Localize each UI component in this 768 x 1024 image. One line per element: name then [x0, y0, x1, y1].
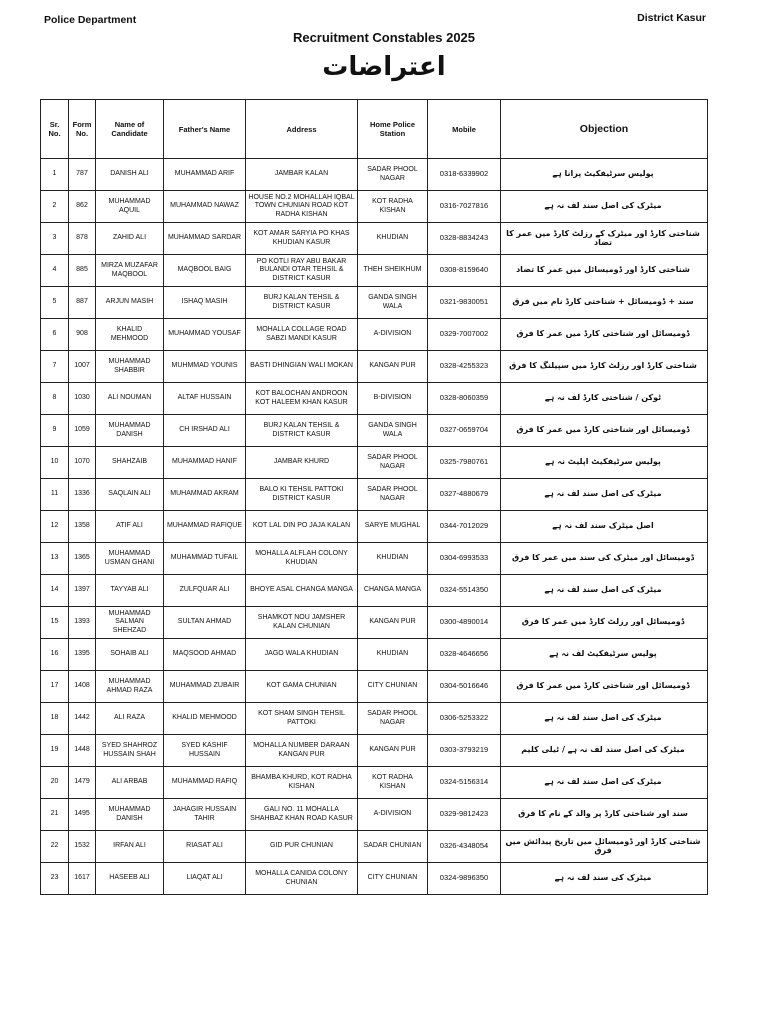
candidate-name-cell: SOHAIB ALI [96, 639, 164, 671]
form-no-cell: 1358 [69, 511, 96, 543]
mobile-cell: 0326-4348054 [428, 831, 501, 863]
form-no-cell: 1336 [69, 479, 96, 511]
father-name-cell: LIAQAT ALI [164, 863, 246, 895]
father-name-cell: MAQBOOL BAIG [164, 255, 246, 287]
police-station-cell: SARYE MUGHAL [358, 511, 428, 543]
candidate-name-cell: IRFAN ALI [96, 831, 164, 863]
form-no-cell: 1397 [69, 575, 96, 607]
form-no-cell: 885 [69, 255, 96, 287]
address-cell: MOHALLA NUMBER DARAAN KANGAN PUR [246, 735, 358, 767]
father-name-cell: MUHAMMAD TUFAIL [164, 543, 246, 575]
sr-cell: 18 [41, 703, 69, 735]
sr-cell: 8 [41, 383, 69, 415]
mobile-cell: 0308-8159640 [428, 255, 501, 287]
address-cell: KOT SHAM SINGH TEHSIL PATTOKI [246, 703, 358, 735]
candidate-name-cell: MIRZA MUZAFAR MAQBOOL [96, 255, 164, 287]
police-station-cell: KOT RADHA KISHAN [358, 767, 428, 799]
mobile-cell: 0328-4646656 [428, 639, 501, 671]
objection-cell: شناختی کارڈ اور میٹرک کے رزلٹ کارڈ میں عمر کا تضاد [501, 223, 708, 255]
father-name-cell: SYED KASHIF HUSSAIN [164, 735, 246, 767]
father-name-cell: ALTAF HUSSAIN [164, 383, 246, 415]
candidate-name-cell: MUHAMMAD USMAN GHANI [96, 543, 164, 575]
table-row [41, 703, 708, 735]
objection-cell: سند اور شناختی کارڈ پر والد کے نام کا فرق [501, 799, 708, 831]
police-station-cell: KANGAN PUR [358, 351, 428, 383]
col-header-objection: Objection [501, 100, 708, 159]
candidate-name-cell: ALI ARBAB [96, 767, 164, 799]
col-header-form: Form No. [69, 100, 96, 159]
objection-cell: ڈومیسائل اور میٹرک کی سند میں عمر کا فرق [501, 543, 708, 575]
candidate-name-cell: ALI NOUMAN [96, 383, 164, 415]
col-header-name: Name of Candidate [96, 100, 164, 159]
sr-cell: 23 [41, 863, 69, 895]
father-name-cell: JAHAGIR HUSSAIN TAHIR [164, 799, 246, 831]
police-station-cell: SADAR PHOOL NAGAR [358, 159, 428, 191]
table-row [41, 159, 708, 191]
father-name-cell: SULTAN AHMAD [164, 607, 246, 639]
district-label: District Kasur [637, 12, 706, 24]
objection-cell: سند + ڈومیسائل + شناختی کارڈ نام میں فرق [501, 287, 708, 319]
objection-cell: شناختی کارڈ اور ڈومیسائل میں تاریخ پیدائش میں فرق [501, 831, 708, 863]
table-row [41, 799, 708, 831]
police-station-cell: A-DIVISION [358, 799, 428, 831]
sr-cell: 22 [41, 831, 69, 863]
police-station-cell: SADAR PHOOL NAGAR [358, 703, 428, 735]
form-no-cell: 862 [69, 191, 96, 223]
candidate-name-cell: MUHAMMAD AHMAD RAZA [96, 671, 164, 703]
candidate-name-cell: ALI RAZA [96, 703, 164, 735]
objection-cell: میٹرک کی اصل سند لف نہ ہے [501, 575, 708, 607]
address-cell: BURJ KALAN TEHSIL & DISTRICT KASUR [246, 415, 358, 447]
candidate-name-cell: TAYYAB ALI [96, 575, 164, 607]
candidate-name-cell: MUHAMMAD DANISH [96, 799, 164, 831]
police-station-cell: SADAR PHOOL NAGAR [358, 447, 428, 479]
address-cell: JAMBAR KALAN [246, 159, 358, 191]
objection-cell: میٹرک کی اصل سند لف نہ ہے / ٹیلی کلیم [501, 735, 708, 767]
sr-cell: 20 [41, 767, 69, 799]
mobile-cell: 0316-7027816 [428, 191, 501, 223]
father-name-cell: MUHAMMAD AKRAM [164, 479, 246, 511]
col-header-father: Father's Name [164, 100, 246, 159]
table-row [41, 863, 708, 895]
form-no-cell: 1070 [69, 447, 96, 479]
form-no-cell: 908 [69, 319, 96, 351]
address-cell: KOT BALOCHAN ANDROON KOT HALEEM KHAN KASUR [246, 383, 358, 415]
objection-cell: میٹرک کی سند لف نہ ہے [501, 863, 708, 895]
table-row [41, 415, 708, 447]
father-name-cell: KHALID MEHMOOD [164, 703, 246, 735]
urdu-heading: اعتراضات [322, 52, 446, 82]
address-cell: JAGO WALA KHUDIAN [246, 639, 358, 671]
police-station-cell: SADAR CHUNIAN [358, 831, 428, 863]
father-name-cell: ZULFQUAR ALI [164, 575, 246, 607]
police-station-cell: KANGAN PUR [358, 735, 428, 767]
father-name-cell: CH IRSHAD ALI [164, 415, 246, 447]
mobile-cell: 0321-9830051 [428, 287, 501, 319]
address-cell: SHAMKOT NOU JAMSHER KALAN CHUNIAN [246, 607, 358, 639]
table-row [41, 671, 708, 703]
form-no-cell: 1395 [69, 639, 96, 671]
form-no-cell: 1495 [69, 799, 96, 831]
mobile-cell: 0324-9896350 [428, 863, 501, 895]
candidate-name-cell: MUHAMMAD SHABBIR [96, 351, 164, 383]
police-station-cell: KHUDIAN [358, 223, 428, 255]
form-no-cell: 1408 [69, 671, 96, 703]
objection-cell: اصل میٹرک سند لف نہ ہے [501, 511, 708, 543]
police-station-cell: KANGAN PUR [358, 607, 428, 639]
form-no-cell: 878 [69, 223, 96, 255]
mobile-cell: 0300-4890014 [428, 607, 501, 639]
form-no-cell: 1393 [69, 607, 96, 639]
address-cell: JAMBAR KHURD [246, 447, 358, 479]
address-cell: PO KOTLI RAY ABU BAKAR BULANDI OTAR TEHSIL & DISTRICT KASUR [246, 255, 358, 287]
mobile-cell: 0324-5514350 [428, 575, 501, 607]
form-no-cell: 1479 [69, 767, 96, 799]
sr-cell: 6 [41, 319, 69, 351]
candidate-name-cell: SHAHZAIB [96, 447, 164, 479]
form-no-cell: 1617 [69, 863, 96, 895]
candidate-name-cell: KHALID MEHMOOD [96, 319, 164, 351]
objection-cell: میٹرک کی اصل سند لف نہ ہے [501, 191, 708, 223]
sr-cell: 17 [41, 671, 69, 703]
police-station-cell: THEH SHEIKHUM [358, 255, 428, 287]
form-no-cell: 1532 [69, 831, 96, 863]
father-name-cell: ISHAQ MASIH [164, 287, 246, 319]
objection-cell: ڈومیسائل اور رزلٹ کارڈ میں عمر کا فرق [501, 607, 708, 639]
mobile-cell: 0324-5156314 [428, 767, 501, 799]
address-cell: MOHALLA ALFLAH COLONY KHUDIAN [246, 543, 358, 575]
candidate-name-cell: MUHAMMAD DANISH [96, 415, 164, 447]
table-row [41, 639, 708, 671]
sr-cell: 3 [41, 223, 69, 255]
table-row [41, 543, 708, 575]
mobile-cell: 0344-7012029 [428, 511, 501, 543]
table-header-row [41, 100, 708, 159]
objection-cell: پولیس سرٹیفکیٹ لف نہ ہے [501, 639, 708, 671]
father-name-cell: MUHAMMAD NAWAZ [164, 191, 246, 223]
father-name-cell: MUHAMMAD ARIF [164, 159, 246, 191]
address-cell: KOT LAL DIN PO JAJA KALAN [246, 511, 358, 543]
sr-cell: 12 [41, 511, 69, 543]
father-name-cell: MUHAMMAD SARDAR [164, 223, 246, 255]
sr-cell: 9 [41, 415, 69, 447]
candidate-name-cell: MUHAMMAD AQUIL [96, 191, 164, 223]
objection-cell: پولیس سرٹیفکیٹ پرانا ہے [501, 159, 708, 191]
form-no-cell: 1365 [69, 543, 96, 575]
father-name-cell: MUHMMAD YOUNIS [164, 351, 246, 383]
sr-cell: 15 [41, 607, 69, 639]
candidate-name-cell: HASEEB ALI [96, 863, 164, 895]
police-station-cell: B-DIVISION [358, 383, 428, 415]
table-row [41, 479, 708, 511]
mobile-cell: 0303-3793219 [428, 735, 501, 767]
col-header-mobile: Mobile [428, 100, 501, 159]
police-station-cell: KHUDIAN [358, 543, 428, 575]
objection-cell: شناختی کارڈ اور ڈومیسائل میں عمر کا تضاد [501, 255, 708, 287]
table-row [41, 383, 708, 415]
objection-cell: ڈومیسائل اور شناختی کارڈ میں عمر کا فرق [501, 415, 708, 447]
mobile-cell: 0328-4255323 [428, 351, 501, 383]
objection-cell: میٹرک کی اصل سند لف نہ ہے [501, 703, 708, 735]
mobile-cell: 0318-6339902 [428, 159, 501, 191]
address-cell: GALI NO. 11 MOHALLA SHAHBAZ KHAN ROAD KASUR [246, 799, 358, 831]
candidate-name-cell: ARJUN MASIH [96, 287, 164, 319]
address-cell: GID PUR CHUNIAN [246, 831, 358, 863]
address-cell: KOT AMAR SARYIA PO KHAS KHUDIAN KASUR [246, 223, 358, 255]
address-cell: BASTI DHINGIAN WALI MOKAN [246, 351, 358, 383]
sr-cell: 5 [41, 287, 69, 319]
sr-cell: 1 [41, 159, 69, 191]
police-station-cell: GANDA SINGH WALA [358, 287, 428, 319]
objection-cell: ٹوکن / شناختی کارڈ لف نہ ہے [501, 383, 708, 415]
sr-cell: 10 [41, 447, 69, 479]
sr-cell: 11 [41, 479, 69, 511]
address-cell: BALO KI TEHSIL PATTOKI DISTRICT KASUR [246, 479, 358, 511]
police-station-cell: SADAR PHOOL NAGAR [358, 479, 428, 511]
table-body [41, 159, 708, 895]
mobile-cell: 0329-9812423 [428, 799, 501, 831]
mobile-cell: 0327-0659704 [428, 415, 501, 447]
sr-cell: 4 [41, 255, 69, 287]
department-label: Police Department [44, 14, 137, 26]
objection-cell: ڈومیسائل اور شناختی کارڈ میں عمر کا فرق [501, 671, 708, 703]
sr-cell: 21 [41, 799, 69, 831]
father-name-cell: MUHAMMAD ZUBAIR [164, 671, 246, 703]
table-row [41, 607, 708, 639]
father-name-cell: MUHAMMAD HANIF [164, 447, 246, 479]
mobile-cell: 0328-8060359 [428, 383, 501, 415]
objections-table [40, 99, 708, 895]
father-name-cell: MUHAMMAD RAFIQ [164, 767, 246, 799]
form-no-cell: 1030 [69, 383, 96, 415]
table-row [41, 319, 708, 351]
table-row [41, 351, 708, 383]
objection-cell: شناختی کارڈ اور رزلٹ کارڈ میں سپیلنگ کا فرق [501, 351, 708, 383]
table-row [41, 767, 708, 799]
form-no-cell: 1442 [69, 703, 96, 735]
candidate-name-cell: SYED SHAHROZ HUSSAIN SHAH [96, 735, 164, 767]
address-cell: KOT GAMA CHUNIAN [246, 671, 358, 703]
mobile-cell: 0304-6993533 [428, 543, 501, 575]
sr-cell: 7 [41, 351, 69, 383]
candidate-name-cell: SAQLAIN ALI [96, 479, 164, 511]
address-cell: BURJ KALAN TEHSIL & DISTRICT KASUR [246, 287, 358, 319]
table-row [41, 191, 708, 223]
form-no-cell: 887 [69, 287, 96, 319]
form-no-cell: 1059 [69, 415, 96, 447]
mobile-cell: 0329-7007002 [428, 319, 501, 351]
address-cell: MOHALLA COLLAGE ROAD SABZI MANDI KASUR [246, 319, 358, 351]
candidate-name-cell: MUHAMMAD SALMAN SHEHZAD [96, 607, 164, 639]
objection-cell: پولیس سرٹیفکیٹ اپلیٹ نہ ہے [501, 447, 708, 479]
mobile-cell: 0306-5253322 [428, 703, 501, 735]
sr-cell: 16 [41, 639, 69, 671]
candidate-name-cell: DANISH ALI [96, 159, 164, 191]
table-row [41, 447, 708, 479]
mobile-cell: 0304-5016646 [428, 671, 501, 703]
table-row [41, 287, 708, 319]
mobile-cell: 0327-4880679 [428, 479, 501, 511]
police-station-cell: A-DIVISION [358, 319, 428, 351]
table-row [41, 223, 708, 255]
address-cell: MOHALLA CANIDA COLONY CHUNIAN [246, 863, 358, 895]
table-row [41, 511, 708, 543]
table-row [41, 255, 708, 287]
page-title: Recruitment Constables 2025 [292, 30, 476, 45]
address-cell: HOUSE NO.2 MOHALLAH IQBAL TOWN CHUNIAN ROAD KOT RADHA KISHAN [246, 191, 358, 223]
objection-cell: میٹرک کی اصل سند لف نہ ہے [501, 479, 708, 511]
police-station-cell: CITY CHUNIAN [358, 863, 428, 895]
col-header-station: Home Police Station [358, 100, 428, 159]
candidate-name-cell: ATIF ALI [96, 511, 164, 543]
form-no-cell: 1007 [69, 351, 96, 383]
sr-cell: 2 [41, 191, 69, 223]
sr-cell: 14 [41, 575, 69, 607]
sr-cell: 13 [41, 543, 69, 575]
police-station-cell: KHUDIAN [358, 639, 428, 671]
police-station-cell: KOT RADHA KISHAN [358, 191, 428, 223]
sr-cell: 19 [41, 735, 69, 767]
objection-cell: میٹرک کی اصل سند لف نہ ہے [501, 767, 708, 799]
police-station-cell: GANDA SINGH WALA [358, 415, 428, 447]
table-row [41, 831, 708, 863]
form-no-cell: 1448 [69, 735, 96, 767]
police-station-cell: CHANGA MANGA [358, 575, 428, 607]
col-header-address: Address [246, 100, 358, 159]
table-row [41, 735, 708, 767]
father-name-cell: RIASAT ALI [164, 831, 246, 863]
father-name-cell: MUHAMMAD RAFIQUE [164, 511, 246, 543]
police-station-cell: CITY CHUNIAN [358, 671, 428, 703]
objection-cell: ڈومیسائل اور شناختی کارڈ میں عمر کا فرق [501, 319, 708, 351]
form-no-cell: 787 [69, 159, 96, 191]
address-cell: BHAMBA KHURD, KOT RADHA KISHAN [246, 767, 358, 799]
table-row [41, 575, 708, 607]
father-name-cell: MAQSOOD AHMAD [164, 639, 246, 671]
address-cell: BHOYE ASAL CHANGA MANGA [246, 575, 358, 607]
mobile-cell: 0325-7980761 [428, 447, 501, 479]
father-name-cell: MUHAMMAD YOUSAF [164, 319, 246, 351]
candidate-name-cell: ZAHID ALI [96, 223, 164, 255]
mobile-cell: 0328-8834243 [428, 223, 501, 255]
col-header-sr: Sr. No. [41, 100, 69, 159]
